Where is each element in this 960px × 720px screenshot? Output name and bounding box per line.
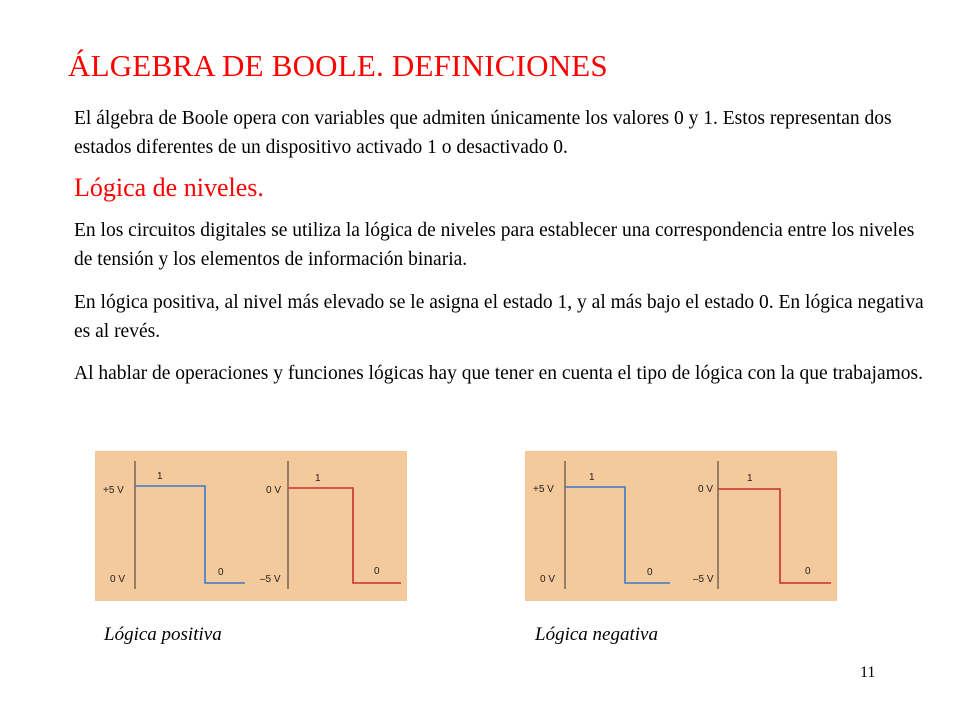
left-high-state: 1 <box>157 471 163 482</box>
right-top-voltage: 0 V <box>266 485 282 496</box>
left-waveform <box>135 486 245 583</box>
caption-positive-logic: Lógica positiva <box>104 624 222 645</box>
right-waveform <box>718 489 831 583</box>
paragraph-1: En los circuitos digitales se utiliza la lógica de niveles para establecer una correspondencia entre los niveles de tensión y los elementos de información binaria. <box>74 220 915 270</box>
right-waveform <box>288 488 401 583</box>
left-low-state: 0 <box>647 567 653 578</box>
right-bottom-voltage: –5 V <box>693 574 714 585</box>
paragraph-3: Al hablar de operaciones y funciones lógicas hay que tener en cuenta el tipo de lógica con la que trabajamos. <box>74 363 924 384</box>
negative-logic-diagram <box>525 451 837 601</box>
right-low-state: 0 <box>805 566 811 577</box>
left-bottom-voltage: 0 V <box>110 574 126 585</box>
left-low-state: 0 <box>218 567 224 578</box>
slide-title: ÁLGEBRA DE BOOLE. DEFINICIONES <box>68 48 608 83</box>
left-top-voltage: +5 V <box>103 485 124 496</box>
right-low-state: 0 <box>374 566 380 577</box>
right-high-state: 1 <box>315 473 321 484</box>
intro-paragraph: El álgebra de Boole opera con variables que admiten únicamente los valores 0 y 1. Estos representan dos estados diferentes de un dispositivo activado 1 o desactivado 0. <box>74 108 892 158</box>
left-top-voltage: +5 V <box>533 484 554 495</box>
paragraph-2: En lógica positiva, al nivel más elevado se le asigna el estado 1, y al más bajo el estado 0. En lógica negativa es al revés. <box>74 292 924 342</box>
right-top-voltage: 0 V <box>698 484 714 495</box>
left-bottom-voltage: 0 V <box>540 574 556 585</box>
left-waveform <box>565 487 670 583</box>
positive-logic-diagram <box>95 451 407 601</box>
right-bottom-voltage: –5 V <box>260 574 281 585</box>
left-high-state: 1 <box>589 472 595 483</box>
caption-negative-logic: Lógica negativa <box>535 624 658 645</box>
right-high-state: 1 <box>747 473 753 484</box>
section-subtitle: Lógica de niveles. <box>74 173 264 202</box>
page-number: 11 <box>860 664 876 681</box>
